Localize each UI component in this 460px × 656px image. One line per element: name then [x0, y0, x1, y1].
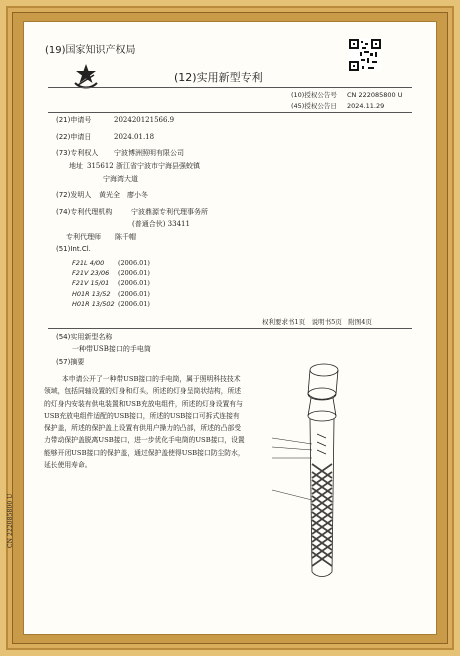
agency-label: (74)专利代理机构 [56, 208, 113, 216]
address-line-2: 宁海湾大道 [103, 175, 138, 183]
qr-code-icon [349, 39, 381, 71]
filing-date: 2024.01.18 [114, 133, 155, 141]
section-rule [48, 328, 412, 329]
address-line-1: 315612 浙江省宁波市宁海县强蛟镇 [87, 162, 200, 170]
grant-number: CN 222085800 U [347, 91, 403, 99]
application-no-label: (21)申请号 [56, 116, 92, 124]
utility-model-name-label: (54)实用新型名称 [56, 333, 113, 341]
header-rule [48, 87, 412, 88]
utility-model-name: 一种带USB接口的手电筒 [72, 345, 151, 353]
ipc-row: F21L 4/00 (2006.01) [72, 259, 150, 267]
page-count-summary: 权利要求书1页 说明书5页 附图4页 [262, 318, 372, 326]
agency-line-2: (普通合伙) 33411 [132, 220, 190, 228]
vertical-publication-number: CN 222085800 U [7, 493, 14, 548]
header-bottom-rule [48, 112, 412, 113]
address-label: 地址 [69, 162, 83, 170]
grant-number-label: (10)授权公告号 [291, 91, 337, 99]
inventor-label: (72)发明人 [56, 191, 92, 199]
flashlight-drawing [272, 346, 422, 596]
ipc-classification-list [72, 258, 150, 309]
patentee-label: (73)专利权人 [56, 149, 99, 157]
filing-date-label: (22)申请日 [56, 133, 92, 141]
ipc-row: F21V 23/06 (2006.01) [72, 269, 150, 278]
application-number: 202420121566.9 [114, 116, 175, 124]
ipc-label: (51)Int.Cl. [56, 245, 91, 253]
agent-name: 陈千帽 [115, 233, 136, 241]
ipc-row: H01R 13/52 (2006.01) [72, 289, 150, 298]
grant-date-label: (45)授权公告日 [291, 102, 337, 110]
abstract-label: (57)摘要 [56, 358, 85, 366]
inventor-names: 黄光全 廖小冬 [99, 191, 148, 199]
agency-line-1: 宁波鼎源专利代理事务所 [131, 208, 208, 216]
agent-label: 专利代理师 [66, 233, 101, 241]
office-label: (19)国家知识产权局 [45, 45, 136, 56]
patentee-name: 宁波博洲照明有限公司 [114, 149, 184, 157]
grant-date: 2024.11.29 [347, 102, 385, 110]
ipc-row: F21V 15/01 (2006.01) [72, 279, 150, 288]
ipc-row: H01R 13/502 (2006.01) [72, 299, 150, 308]
document-type-title: (12)实用新型专利 [174, 71, 263, 84]
abstract-text: 本申请公开了一种带USB接口的手电筒，属于照明科技技术领域，包括同轴设置的灯身和灯头，所述的灯身呈筒状结构，所述的灯身内安装有供电装置和USB充放电组件，所述的灯身设置有与USB充放电组件适配的USB接口，所述的USB接口可拆式连接有保护盖，所述的保护盖上设置有供用户操力的凸部，所述的凸部受力带动保护盖脱离USB接口，进一步优化手电筒的USB接口，设置能够开闭USB接口的保护盖，通过保护盖使得USB接口防尘防水，延长使用寿命。 [44, 375, 245, 470]
patent-document-page [24, 22, 436, 634]
